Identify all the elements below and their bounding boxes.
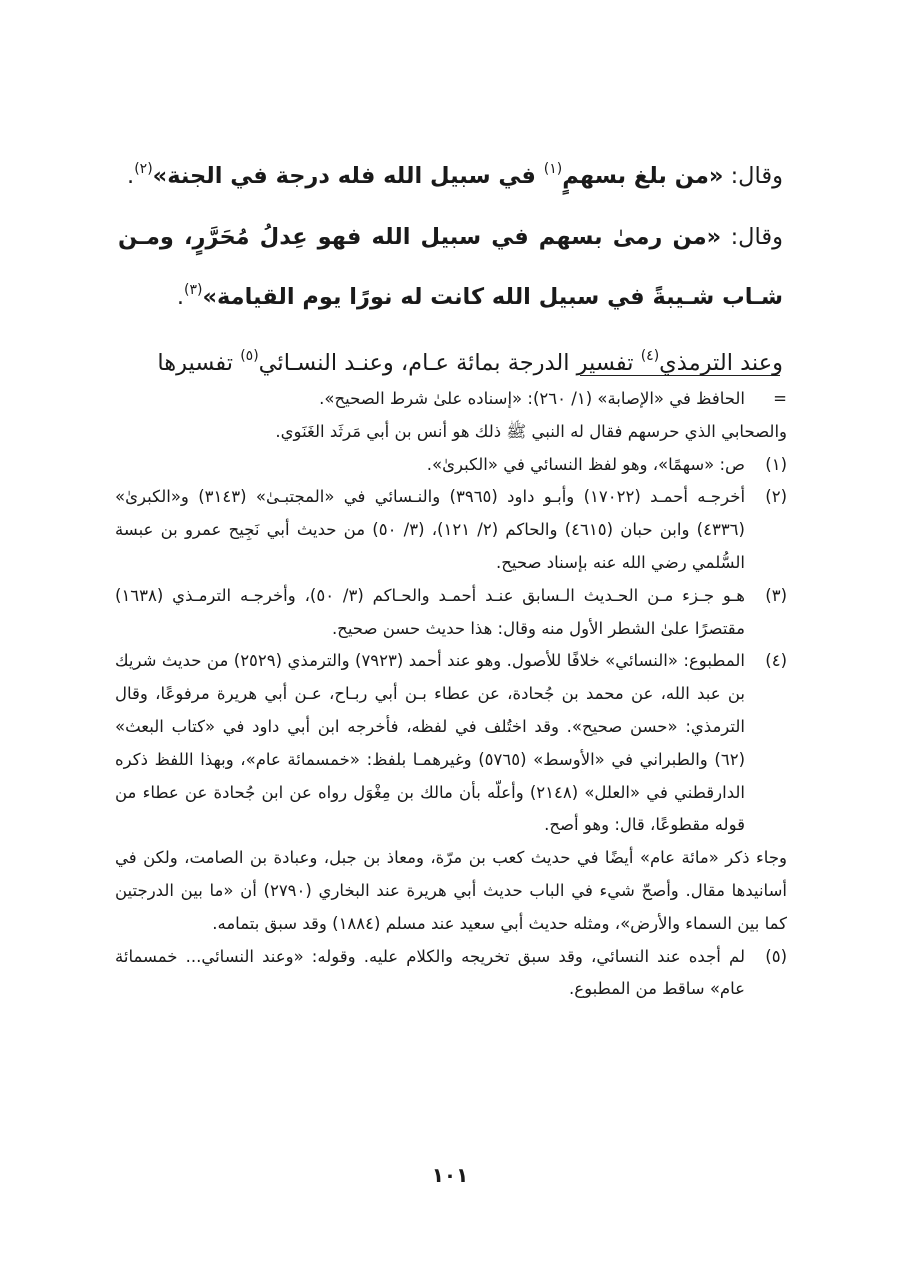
footnote-1 [115, 449, 787, 482]
paragraph-3: وعند الترمذي$^{(٤)}$ تفسير الدرجة بمائة عـام، وعنـد النسـائي$^{(٥)}$ تفسيرها [157, 348, 783, 376]
footnote-number: (١) [765, 454, 787, 474]
hadith-quote: «من رمىٰ بسهم في سبيل الله فهو عِدلُ مُحَرَّرٍ، ومـن شـاب شـيبةً في سبيل الله كانت له نورًا يوم القيامة» [118, 224, 783, 310]
footnote-continuation: = الحافظ في «الإصابة» (١/ ٢٦٠): «إسناده علىٰ شرط الصحيح». [115, 383, 787, 416]
paragraph-2: وقال: «من رمىٰ بسهم في سبيل الله فهو عِدلُ مُحَرَّرٍ، ومـن شـاب شـيبةً في سبيل الله كانت له نورًا يوم القيامة»$^{(٣)}$. [118, 224, 783, 310]
footnote-ref-2[interactable]: (٢) [134, 161, 153, 177]
paragraph-1: وقال: «من بلغ بسهمٍ$^{(١)}$ في سبيل الله فله درجة في الجنة»$^{(٢)}$. [127, 161, 783, 189]
footnote-continuation-line: والصحابي الذي حرسهم فقال له النبي ﷺ ذلك هو أنس بن أبي مَرثَد الغَنَوي. [275, 421, 787, 441]
footnote-3 [115, 580, 787, 646]
footnote-number: (٢) [765, 487, 787, 507]
footnote-text: لم أجده عند النسائي، وقد سبق تخريجه والكلام عليه. وقوله: «وعند النسائي... خمسمائة عام» ساقط من المطبوع. [115, 946, 745, 999]
page-number: ١٠١ [431, 1163, 469, 1187]
footnote-ref-4[interactable]: (٤) [640, 348, 660, 364]
footnote-4 [115, 645, 787, 842]
footnote-5 [115, 941, 787, 1007]
footnote-number: (٣) [765, 585, 787, 605]
footnote-text: أخرجـه أحمـد (١٧٠٢٢) وأبـو داود (٣٩٦٥) والنـسائي في «المجتبـىٰ» (٣١٤٣) و«الكبرىٰ» (٤٣٣٦) وابن حبان (٤٦١٥) والحاكم (٢/ ١٢١)، (٣/ ٥٠) من حديث أبي نَجِيح عمرو بن عبسة السُّلمي رضي الله عنه بإسناد صحيح. [115, 487, 746, 572]
footnote-2 [115, 481, 787, 579]
main-text [118, 140, 783, 383]
continuation-marker: = [773, 389, 787, 408]
footnote-ref-3[interactable]: (٣) [184, 282, 203, 298]
text-intro: وقال: [721, 224, 783, 250]
hadith-quote: «من بلغ بسهمٍ [562, 163, 724, 189]
text-intro: وقال: [723, 163, 783, 189]
footnote-separator [580, 375, 780, 376]
footnote-text: المطبوع: «النسائي» خلافًا للأصول. وهو عند أحمد (٧٩٢٣) والترمذي (٢٥٢٩) من حديث شريك بن عبد الله، عن محمد بن جُحادة، عن عطاء بـن أبي ربـاح، عـن أبي هريرة مرفوعًا، وقال الترمذي: «حسن صحيح». وقد اختُلف في لفظه، فأخرجه ابن أبي داود في «كتاب البعث» (٦٢) والطبراني في «الأوسط» (٥٧٦٥) وغيرهمـا بلفظ: «خمسمائة عام»، وبهذا اللفظ ذكره الدارقطني في «العلل» (٢١٤٨) وأعلّه بأن مالك بن مِغْوَل رواه عن ابن جُحادة عن عطاء من قوله مقطوعًا، قال: وهو أصح. [115, 651, 745, 835]
footnote-text: هـو جـزء مـن الحـديث الـسابق عنـد أحمـد والحـاكم (٣/ ٥٠)، وأخرجـه الترمـذي (١٦٣٨) مقتصرًا علىٰ الشطر الأول منه وقال: هذا حديث حسن صحيح. [115, 585, 745, 638]
footnotes [115, 383, 787, 1006]
footnote-ref-1[interactable]: (١) [543, 161, 563, 177]
hadith-quote: في سبيل الله فله درجة في الجنة» [152, 163, 544, 189]
footnote-ref-5[interactable]: (٥) [240, 348, 259, 364]
footnote-text: وجاء ذكر «مائة عام» أيضًا في حديث كعب بن مرّة، ومعاذ بن جبل، وعبادة بن الصامت، ولكن في أسانيدها مقال. وأصحّ شيء في الباب حديث أبي هريرة عند البخاري (٢٧٩٠) أن «ما بين الدرجتين كما بين السماء والأرض»، ومثله حديث أبي سعيد عند مسلم (١٨٨٤) وقد سبق بتمامه. [115, 848, 787, 933]
footnote-text: ص: «سهمًا»، وهو لفظ النسائي في «الكبرىٰ». [426, 454, 745, 474]
footnote-number: (٥) [765, 946, 787, 966]
footnote-number: (٤) [765, 651, 787, 671]
